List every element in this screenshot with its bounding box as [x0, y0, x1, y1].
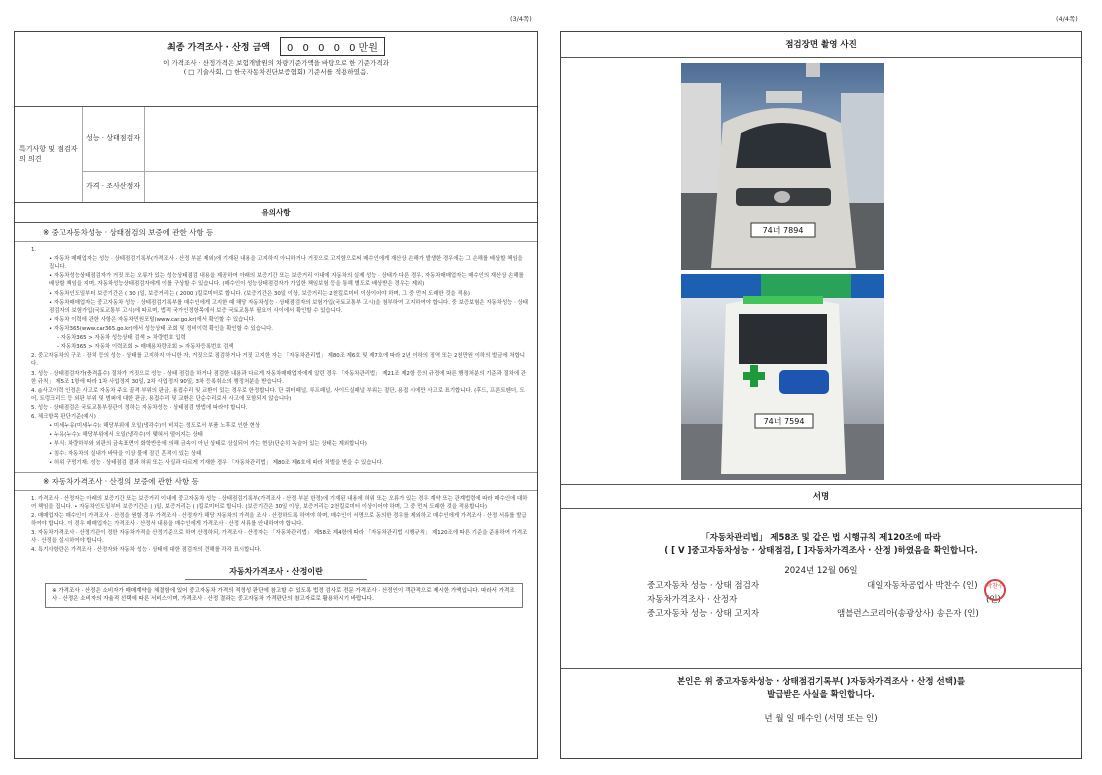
- notes2-item: 2. 매매업자는 매수인이 가격조사 · 산정을 원할 경우 가격조사 · 산정자가 해당 자동차의 가격을 조사 · 산정하도록 하여야 하며, 매수인이 서명으로 동의한 경우를 제외하고 매수인에게 가격조사 · 산정 서류를 발급하여야 합니다. 이 경우 매매업자는 가격조사 · 산정서 내용을 매수인에게 가격조사 · 산정 서류를 안내하여야 합니다.: [31, 512, 527, 528]
- rear-ambulance-photo: [681, 274, 884, 480]
- notes1-item: • 자동차성능상태점검자가 거짓 또는 오류가 있는 성능상태점검 내용을 제공하여 아래의 보증기간 또는 보증거리 이내에 자동차의 실제 성능 · 상태가 다른 경우, 자동차매매업자는 매수인의 재산상 손해를 배상할 책임을 지며, 자동차성능상태점검자에게 이를 구상할 수 있습니다. (매수인이 성능상태점검자가 가입한 책임보험 등을 통해 별도로 배상받은 경우는 제외): [49, 273, 524, 288]
- photo-section: [561, 58, 1081, 485]
- section2-heading: ※ 자동차가격조사 · 산정의 보증에 관한 사항 등: [15, 472, 537, 491]
- notes1-item: - 자동차365 > 자동차 성능상태 검색 > 차량번호 입력: [57, 335, 186, 342]
- notes2-item: 1. 가격조사 · 산정자는 아래의 보증기간 또는 보증거리 이내에 중고자동차 성능 · 상태점검기록부(가격조사 · 산정 부분 한정)에 기재된 내용에 허위 또는 오류가 있는 경우 계약 또는 관계법령에 따라 매수인에 대하여 책임을 집니다. • 자동차인도일부터 보증기간은 ( )일, 보증거리는 ( )킬로미터로 합니다. (보증기간은 30일 이상, 보증거리는 2천킬로미터 이상이어야 하며, 그 중 먼저 도래한 것을 적용합니다): [31, 495, 528, 510]
- notice-title: 유의사항: [15, 203, 537, 223]
- inspector-opinion-label: 성능 · 상태점검자: [83, 107, 145, 171]
- sig-name-appraiser[interactable]: (인): [986, 595, 1001, 606]
- rear-plate-text: 74너 7594: [763, 417, 805, 426]
- notes1-item: • 허위 구멍기재: 성능 · 상태점검 결과 허위 또는 사실과 다르게 기재한 경우 「자동차관리법」 제80조 제6호에 따라 처벌을 받을 수 있습니다.: [49, 459, 384, 466]
- law-line2: ( [ V ]중고자동차성능 · 상태점검, [ ]자동차가격조사 · 산정 )하였음을 확인합니다.: [664, 546, 978, 557]
- appraiser-opinion-label: 가격 · 조사산정자: [83, 172, 145, 202]
- notes-section2: [15, 491, 537, 560]
- section1-heading: ※ 중고자동차성능 · 상태점검의 보증에 관한 사항 등: [15, 223, 537, 242]
- notes1-item: • 자동차 매매업자는 성능 · 상태점검기록부(가격조사 · 산정 부분 제외)에 기재된 내용을 고지하지 아니하거나 거짓으로 고지함으로써 매수인에게 재산상 손해가 발생한 경우에는 그 손해를 배상할 책임을 집니다.: [49, 256, 523, 271]
- notes1-item: - 자동차365 > 자동차 이력조회 > 매매용차량조회 > 자동차등록번호 검색: [57, 344, 234, 351]
- inspector-opinion-field[interactable]: [145, 107, 537, 171]
- page-number-right: (4/4쪽): [1056, 15, 1078, 23]
- confirm-divider: [561, 668, 1081, 669]
- final-price-title: 최종 가격조사 · 산정 금액: [167, 43, 271, 53]
- sig-role-notifier: 중고자동차 성능 · 상태 고지자: [647, 609, 760, 620]
- notes1-item: 1.: [31, 247, 37, 253]
- opinion-label: 특기사항 및 점검자의 의견: [15, 107, 83, 202]
- final-amount: 0 0 0 0 0: [287, 43, 359, 54]
- right-page: [560, 31, 1082, 759]
- confirm-line1: 본인은 위 중고자동차성능 · 상태점검기록부( )자동차가격조사 · 산정 선택)를: [676, 677, 966, 687]
- notes1-item: • 자동차 이력에 관한 사항은 자동차민원포털(www.car.go.kr)에서 확인할 수 있습니다.: [49, 316, 256, 323]
- opinion-table: [15, 107, 537, 203]
- sig-name-notifier[interactable]: 앰블런스코리아(송광상사) 송은자 (인): [837, 609, 979, 620]
- front-ambulance-photo: [681, 63, 884, 270]
- signature-section-title: 서명: [561, 485, 1081, 509]
- left-page: [14, 31, 538, 759]
- notes2-item: 3. 자동차가격조사 · 산정기관이 정한 자동차가격을 산정기준으로 하여 산정하되, 가격조사 · 산정자는 「자동차관리법」 제58조 제4항에 따라 「자동차관리법 시행규칙」 제120조에 따른 기준을 준용하여 가격조사 · 산정을 실시하여야 합니다.: [31, 530, 528, 545]
- inspector-seal-stamp: 박찬수: [984, 579, 1006, 601]
- final-amount-unit: 만원: [358, 43, 378, 54]
- appraisal-footnote: ※ 가격조사 · 산정은 소비자가 매매계약을 체결함에 있어 중고자동차 가격의 적정성 판단에 참고할 수 있도록 법정 검사로 전문 가격조사 · 산정인이 객관적으로 제시한 가액입니다. 따라서 가격조사 · 산정은 소비자의 자율적 선택에 따른 서비스이며, 가격조사 · 산정 결과는 중고자동차 가격판단의 참고자료로 활용하시기 바랍니다.: [45, 583, 523, 608]
- notes1-item: 5. 성능 · 상태점검은 국토교통부장관이 정하는 자동차성능 · 상태점검 방법에 따라야 합니다.: [31, 404, 248, 411]
- final-price-section: [15, 32, 537, 107]
- notes1-item: • 자동차365(www.car365.go.kr)에서 성능상태 조회 및 정비이력 확인을 확인할 수 있습니다.: [49, 325, 274, 332]
- notes1-item: 3. 성능 · 상태점검자가(충격흡수) 절차가 거짓으로 성능 · 상태 점검을 하거나 점검한 내용과 다르게 자동차매매업자에게 알린 경우 「자동차관리법」 제21조 제2항 등의 규정에 따른 행정처분의 기준과 절차에 관한 규칙」 제5조 1항에 따라 1차 사업정지 30일, 2차 사업정지 90일, 3차 등록취소의 행정처분을 받습니다.: [31, 370, 526, 385]
- front-plate-text: 74너 7894: [762, 226, 804, 235]
- final-desc-line1: 이 가격조사 · 산정가격은 보험개발원의 차량기준가액을 바탕으로 한 기준가격과: [163, 59, 389, 67]
- notes1-item: 2. 중고자동차의 구조 · 장치 등의 성능 · 상태를 고지하지 아니한 자, 거짓으로 점검하거나 거짓 고지한 자는 「자동차관리법」 제80조 제6호 및 제7호에 따라 2년 이하의 징역 또는 2천만원 이하의 벌금에 처합니다.: [31, 353, 526, 368]
- appraiser-opinion-field[interactable]: [145, 172, 537, 202]
- notes1-item: • 자동차인도일부터 보증기간은 ( 30 )일, 보증거리는 ( 2000 )킬로미터로 합니다. (보증기간은 30일 이상, 보증거리는 2천킬로미터 이상이어야 하며, 그 중 먼저 도래한 것을 적용): [49, 290, 470, 297]
- notes2-item: 4. 특기사항란은 가격조사 · 산정자와 자동차 성능 · 상태에 대한 점검자의 견해를 각각 표시합니다.: [31, 547, 262, 554]
- final-amount-box: [280, 37, 385, 56]
- notes1-item: • 부식: 차량하부와 외판의 금속표면이 화학반응에 의해 금속이 아닌 상태로 상실되어 가는 현상(단순히 녹슬어 있는 상태는 제외합니다): [49, 441, 367, 448]
- sig-role-appraiser: 자동차가격조사 · 산정자: [647, 595, 738, 606]
- sig-role-inspector: 중고자동차 성능 · 상태 점검자: [647, 581, 760, 592]
- buyer-confirm-text: [561, 676, 1081, 702]
- notes1-item: • 누유(누수): 해당부위에서 오일(냉각수)이 맺혀서 떨어지는 상태: [49, 432, 203, 439]
- photo-section-title: 점검장면 촬영 사진: [561, 32, 1081, 58]
- buyer-sign-line[interactable]: 년 월 일 매수인 (서명 또는 인): [764, 714, 878, 724]
- notes1-item: 6. 체크항목 판단기준(예시): [31, 414, 96, 421]
- notes1-item: • 침수: 자동차의 실내가 바닥을 이상 물에 잠긴 흔적이 있는 상태: [49, 450, 202, 457]
- notes-section1: [15, 242, 537, 472]
- signature-date: 2024년 12월 06일: [784, 566, 858, 577]
- law-line1: 「자동차관리법」 제58조 및 같은 법 시행규칙 제120조에 따라: [701, 533, 941, 543]
- page-number-left: (3/4쪽): [510, 15, 532, 23]
- confirm-line2: 발급받은 사실을 확인합니다.: [767, 689, 875, 700]
- appraisal-subtitle: 자동차가격조사 · 산정이란: [185, 566, 367, 580]
- final-desc-line2: ( □ 기술사회, □ 한국자동차진단보증협회) 기준서를 적용하였음.: [183, 68, 369, 77]
- notes1-item: • 미세누유(미세누수): 해당부위에 오일(냉각수)이 비치는 정도로서 부품 노후로 인한 현상: [49, 423, 261, 430]
- sig-name-inspector[interactable]: 대일자동차공업사 박찬수 (인): [867, 581, 978, 592]
- notes1-item: 4. ◎사고이력 인정은 사고로 자동차 주요 골격 부위의 판금, 용접수리 및 교환이 있는 경우로 한정합니다. 단 쿼터패널, 루프패널, 사이드실패널 부위는 절단, 용접 시에만 사고로 표기합니다. (후드, 프론트펜더, 도어, 트렁크리드 등 외판 부위 및 범퍼에 대한 판금, 용접수리 및 교환은 단순수리로서 사고에 포함되지 않습니다): [31, 387, 525, 402]
- notes1-item: • 자동차매매업자는 중고자동차 성능 · 상태점검기록부를 매수인에게 고지한 때 해당 자동차성능 · 상태점검자의 보험가입(국토교통부 고시)을 첨부하여 고지하여야 합니다. 중 보증보험은 자동차성능 · 상태점검자의 보험가입(국토교통부 고시)에 따르며, 법적 국가인정항목에서 보증 국토교통부 필요이 사이에서 확인할 수 있습니다.: [49, 299, 528, 314]
